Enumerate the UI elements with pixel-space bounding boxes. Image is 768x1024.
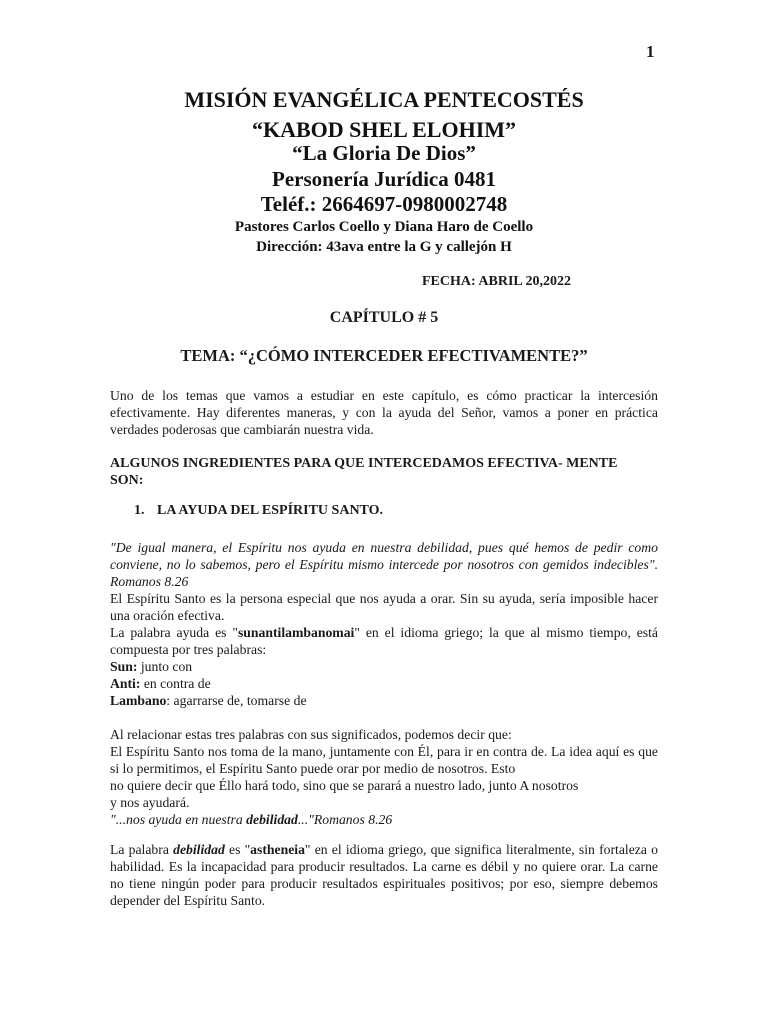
church-subtitle: “KABOD SHEL ELOHIM” — [251, 117, 517, 142]
greek-weakness-word: astheneia — [250, 842, 305, 857]
weakness-text: es " — [224, 842, 251, 857]
greek-word-after: " en el idioma griego; la que al mismo tiempo, está compuesta por tres palabras: — [110, 625, 658, 657]
phone-numbers: Teléf.: 2664697-0980002748 — [260, 192, 508, 216]
date: FECHA: ABRIL 20,2022 — [422, 274, 571, 289]
weakness-quote-before: "...nos ayuda en nuestra — [110, 812, 247, 827]
list-item-number: 1. — [134, 503, 145, 518]
romans-quote: "De igual manera, el Espíritu nos ayuda en nuestra debilidad, pues qué hemos de pedir como conviene, no lo sabemos, pero el Espíritu mismo intercede por nosotros con gemidos indecibles". Romanos 8.26 — [110, 540, 658, 589]
word-term: Lambano — [110, 693, 167, 708]
greek-word-before: La palabra ayuda es " — [110, 625, 238, 640]
weakness-word: debilidad — [173, 842, 225, 857]
word-definition — [110, 675, 658, 692]
church-motto: “La Gloria De Dios” — [292, 141, 476, 165]
ingredients-heading: ALGUNOS INGREDIENTES PARA QUE INTERCEDAMOS EFECTIVA- MENTE SON: — [110, 456, 618, 488]
word-definition — [110, 692, 658, 709]
intro-paragraph: Uno de los temas que vamos a estudiar en este capítulo, es cómo practicar la intercesión efectivamente. Hay diferentes maneras, y con la ayuda del Señor, vamos a poner en práctica verdades poderosas que cambiarán nuestra vida. — [110, 388, 658, 437]
word-meaning: : agarrarse de, tomarse de — [166, 693, 307, 708]
weakness-quote-word: debilidad — [246, 812, 298, 827]
relation-line: y nos ayudará. — [110, 795, 190, 810]
weakness-quote-after: ..."Romanos 8.26 — [297, 812, 393, 827]
theme-title: TEMA: “¿CÓMO INTERCEDER EFECTIVAMENTE?” — [180, 346, 588, 365]
relation-paragraph: El Espíritu Santo nos toma de la mano, juntamente con Él, para ir en contra de. La idea aquí es que si lo permitimos, el Espíritu Santo puede orar por medio de nosotros. Esto — [110, 744, 658, 776]
legal-registration: Personería Jurídica 0481 — [272, 167, 496, 191]
greek-word-paragraph — [110, 624, 658, 658]
relation-intro: Al relacionar estas tres palabras con sus significados, podemos decir que: — [110, 727, 512, 742]
list-item-text: LA AYUDA DEL ESPÍRITU SANTO. — [157, 503, 384, 518]
chapter-title: CAPÍTULO # 5 — [329, 309, 439, 326]
word-term: Anti: — [110, 676, 141, 691]
address: Dirección: 43ava entre la G y callejón H — [256, 239, 512, 255]
relation-line: no quiere decir que Éllo hará todo, sino que se parará a nuestro lado, junto A nosotros — [110, 778, 579, 793]
weakness-text: La palabra — [110, 842, 174, 857]
word-term: Sun: — [110, 659, 138, 674]
page-number: 1 — [646, 42, 655, 61]
pastors: Pastores Carlos Coello y Diana Haro de Coello — [234, 219, 534, 235]
holy-spirit-paragraph: El Espíritu Santo es la persona especial que nos ayuda a orar. Sin su ayuda, sería imposible hacer una oración efectiva. — [110, 591, 658, 623]
weakness-quote — [110, 811, 658, 828]
weakness-paragraph — [110, 841, 658, 909]
church-name: MISIÓN EVANGÉLICA PENTECOSTÉS — [184, 87, 584, 112]
word-meaning: en contra de — [140, 676, 211, 691]
weakness-text: " en el idioma griego, que significa literalmente, sin fortaleza o habilidad. Es la incapacidad para producir resultados. La carne es débil y no quiere orar. La carne no tiene ningún poder para producir resultados espirituales positivos; por eso, siempre debemos depender del Espíritu Santo. — [110, 842, 658, 908]
list-item — [134, 503, 383, 519]
word-definition — [110, 658, 658, 675]
word-meaning: junto con — [137, 659, 193, 674]
greek-word: sunantilambanomai — [237, 625, 355, 640]
